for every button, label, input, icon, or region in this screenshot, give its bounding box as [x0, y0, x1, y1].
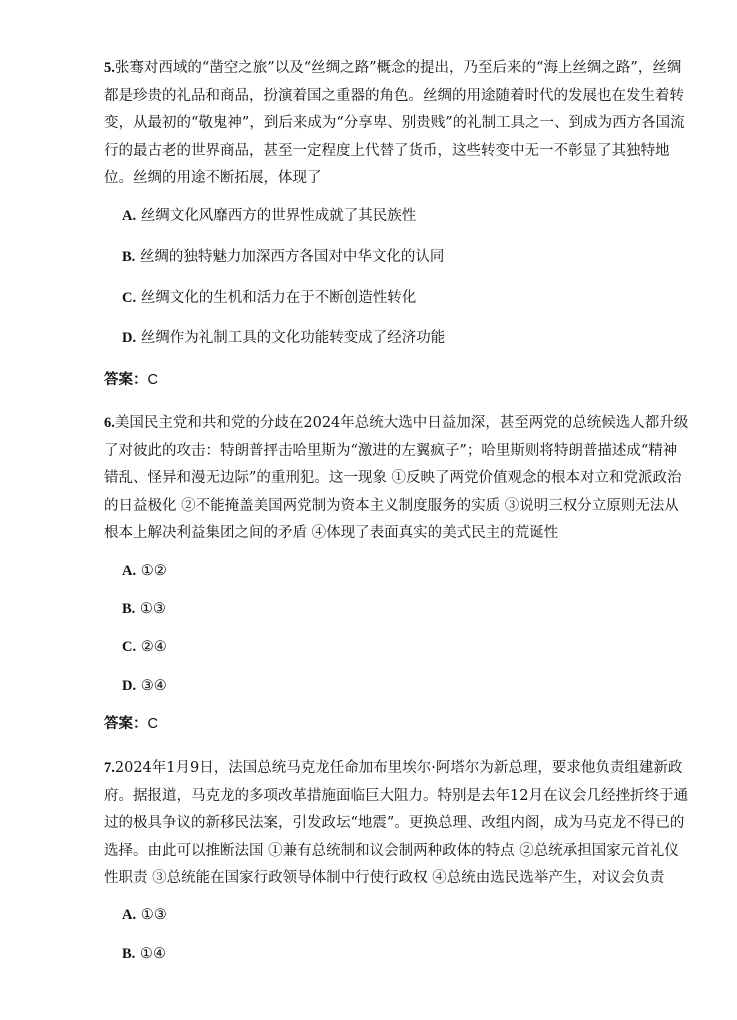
- option-text: ①②: [140, 563, 167, 579]
- answer-value: C: [147, 716, 158, 732]
- question-number: 6.: [104, 415, 115, 431]
- question-text: 2024年1月9日，法国总统马克龙任命加布里埃尔·阿塔尔为新总理，要求他负责组建新政府。据报道，马克龙的多项改革措施面临巨大阻力。特别是去年12月在议会几经挫折终于通过的极具争议的新移民法案，引发政坛“地震”。更换总理、改组内阁，成为马克龙不得已的选择。由此可以推断法国 ①兼有总统制和议会制两种政体的特点 ②总统承担国家元首礼仪性职责 ③总统能在国家行政领导体制中行使行政权 ④总统由选民选举产生，对议会负责: [104, 760, 688, 886]
- question-number: 7.: [104, 760, 115, 776]
- option-c[interactable]: [122, 288, 416, 308]
- option-letter: A.: [122, 907, 137, 923]
- question-7-stem: [104, 755, 690, 893]
- option-text: ③④: [140, 678, 167, 694]
- question-text: 张骞对西域的“凿空之旅”以及“丝绸之路”概念的提出，乃至后来的“海上丝绸之路”，丝绸都是珍贵的礼品和商品，扮演着国之重器的角色。丝绸的用途随着时代的发展也在发生着转变，从最初的“敬鬼神”，到后来成为“分享卑、别贵贱”的礼制工具之一、到成为西方各国流行的最古老的世界商品，甚至一定程度上代替了货币，这些转变中无一不彰显了其独特地位。丝绸的用途不断拓展，体现了: [104, 60, 685, 186]
- option-a[interactable]: [122, 561, 167, 581]
- option-a[interactable]: [122, 206, 416, 226]
- question-number: 5.: [104, 60, 115, 76]
- option-letter: D.: [122, 330, 137, 346]
- option-letter: B.: [122, 946, 136, 962]
- option-letter: A.: [122, 563, 137, 579]
- answer-label: 答案：: [104, 715, 148, 732]
- question-6-stem: [104, 410, 690, 548]
- answer-6: [104, 714, 158, 734]
- option-a[interactable]: [122, 905, 167, 925]
- option-d[interactable]: [122, 328, 445, 348]
- option-text: 丝绸的独特魅力加深西方各国对中华文化的认同: [139, 249, 445, 265]
- option-text: 丝绸文化风靡西方的世界性成就了其民族性: [140, 208, 417, 224]
- option-letter: A.: [122, 208, 137, 224]
- option-text: 丝绸文化的生机和活力在于不断创造性转化: [140, 290, 417, 306]
- question-5-stem: [104, 55, 690, 193]
- option-b[interactable]: [122, 247, 444, 267]
- option-letter: C.: [122, 639, 137, 655]
- answer-label: 答案：: [104, 371, 148, 388]
- option-letter: C.: [122, 290, 137, 306]
- option-letter: B.: [122, 249, 136, 265]
- option-text: ②④: [140, 639, 167, 655]
- answer-5: [104, 370, 158, 390]
- option-text: 丝绸作为礼制工具的文化功能转变成了经济功能: [140, 330, 446, 346]
- option-b[interactable]: [122, 599, 166, 619]
- option-text: ①④: [139, 946, 166, 962]
- option-text: ①③: [140, 907, 167, 923]
- answer-value: C: [147, 372, 158, 388]
- option-letter: B.: [122, 601, 136, 617]
- option-c[interactable]: [122, 637, 167, 657]
- question-text: 美国民主党和共和党的分歧在2024年总统大选中日益加深，甚至两党的总统候选人都升级了对彼此的攻击：特朗普抨击哈里斯为“激进的左翼疯子”；哈里斯则将特朗普描述成“精神错乱、怪异和漫无边际”的重刑犯。这一现象 ①反映了两党价值观念的根本对立和党派政治的日益极化 ②不能掩盖美国两党制为资本主义制度服务的实质 ③说明三权分立原则无法从根本上解决利益集团之间的矛盾 ④体现了表面真实的美式民主的荒诞性: [104, 415, 689, 541]
- option-text: ①③: [139, 601, 166, 617]
- option-letter: D.: [122, 678, 137, 694]
- option-d[interactable]: [122, 676, 167, 696]
- option-b[interactable]: [122, 944, 166, 964]
